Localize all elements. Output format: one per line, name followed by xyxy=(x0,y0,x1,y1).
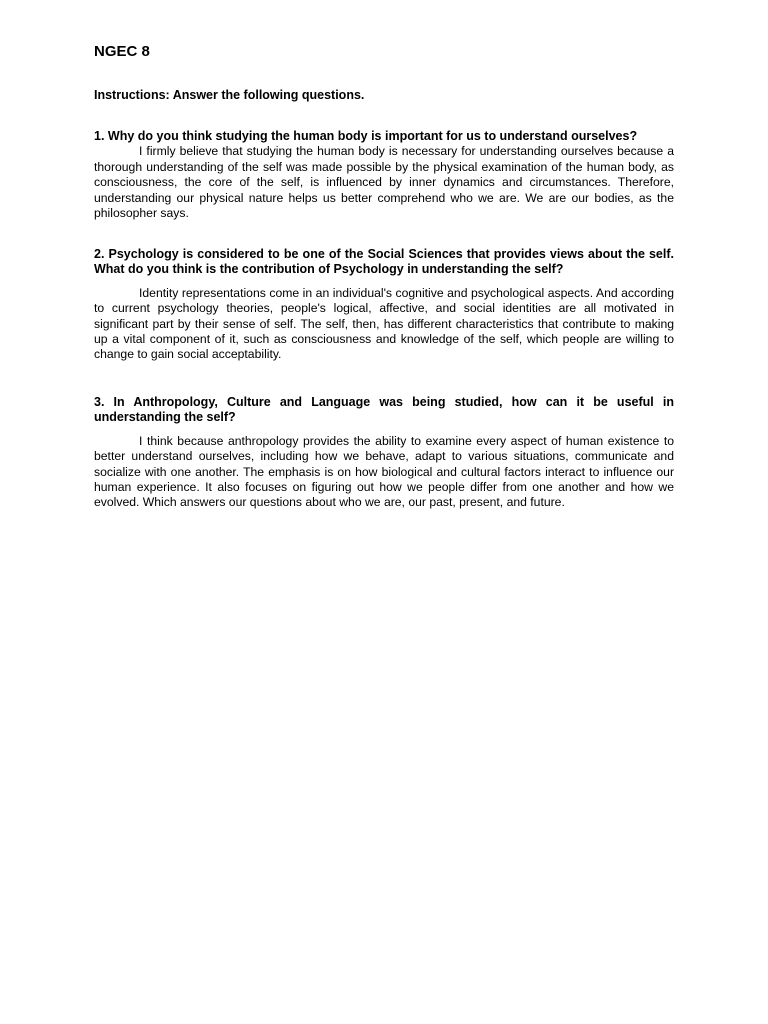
question-block-3 xyxy=(94,395,674,511)
question-3: 3. In Anthropology, Culture and Language was being studied, how can it be useful in understanding the self? xyxy=(94,395,674,425)
document-title: NGEC 8 xyxy=(94,43,150,60)
question-1: 1. Why do you think studying the human body is important for us to understand ourselves? xyxy=(94,129,638,143)
question-block-2 xyxy=(94,247,674,363)
instructions-text: Instructions: Answer the following questions. xyxy=(94,88,365,102)
question-2: 2. Psychology is considered to be one of the Social Sciences that provides views about the self. What do you think is the contribution of Psychology in understanding the self? xyxy=(94,247,674,277)
question-block-1 xyxy=(94,129,674,221)
answer-3: I think because anthropology provides the ability to examine every aspect of human existence to better understand ourselves, including how we behave, adapt to various situations, communicate and socialize with one another. The emphasis is on how biological and cultural factors interact to influence our human experience. It also focuses on figuring out how we people differ from one another and how we evolved. Which answers our questions about who we are, our past, present, and future. xyxy=(94,433,674,510)
answer-2: Identity representations come in an individual's cognitive and psychological aspects. And according to current psychology theories, people's logical, affective, and social identities are all motivated in significant part by their sense of self. The self, then, has different characteristics that contribute to making up a vital component of it, such as consciousness and knowledge of the self, which people are willing to change to gain social acceptability. xyxy=(94,285,674,362)
answer-1: I firmly believe that studying the human body is necessary for understanding ourselves because a thorough understanding of the self was made possible by the physical examination of the human body, as consciousness, the core of the self, is influenced by inner dynamics and circumstances. Therefore, understanding our physical nature helps us better comprehend who we are. We are our bodies, as the philosopher says. xyxy=(94,144,674,221)
